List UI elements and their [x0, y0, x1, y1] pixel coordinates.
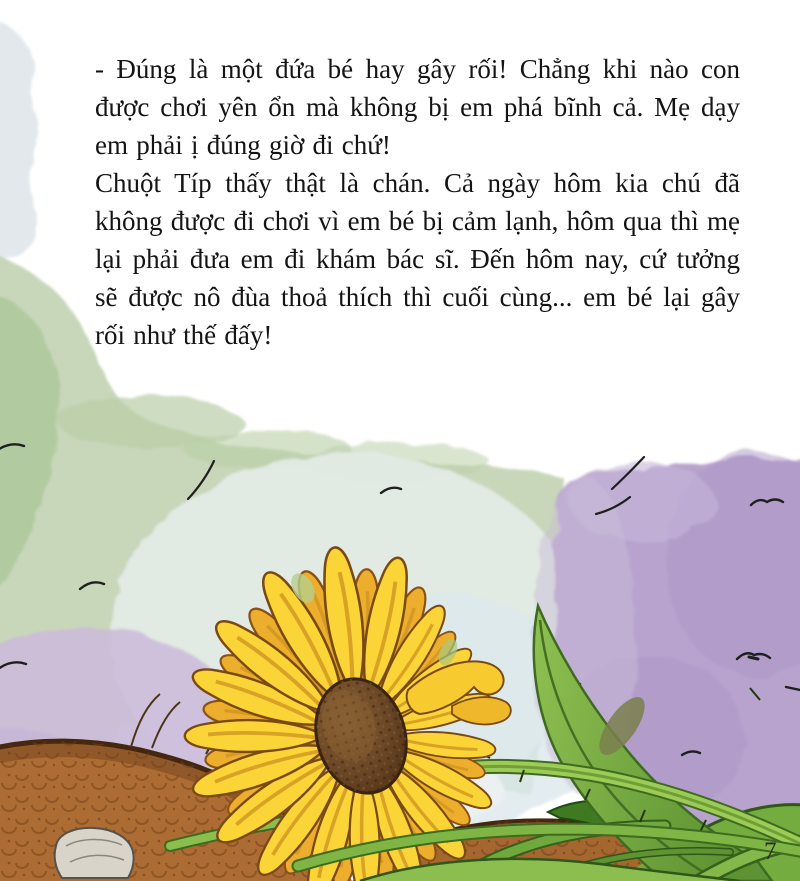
- story-paragraph: - Đúng là một đứa bé hay gây rối! Chẳng khi nào con được chơi yên ổn mà không bị em phá bĩnh cả. Mẹ dạy em phải ị đúng giờ đi chứ!: [95, 54, 740, 160]
- pale-left-wash: [0, 15, 40, 262]
- page-number: 7: [764, 838, 777, 865]
- stone: [55, 828, 134, 878]
- story-paragraph: Chuột Típ thấy thật là chán. Cả ngày hôm kia chú đã không được đi chơi vì em bé bị cảm lạnh, hôm qua thì mẹ lại phải đưa em đi khám bác sĩ. Đến hôm nay, cứ tưởng sẽ được nô đùa thoả thích thì cuối cùng... em bé lại gây rối như thế đấy!: [95, 168, 740, 350]
- curled-petal-fold: [452, 697, 511, 724]
- story-text: [95, 50, 740, 354]
